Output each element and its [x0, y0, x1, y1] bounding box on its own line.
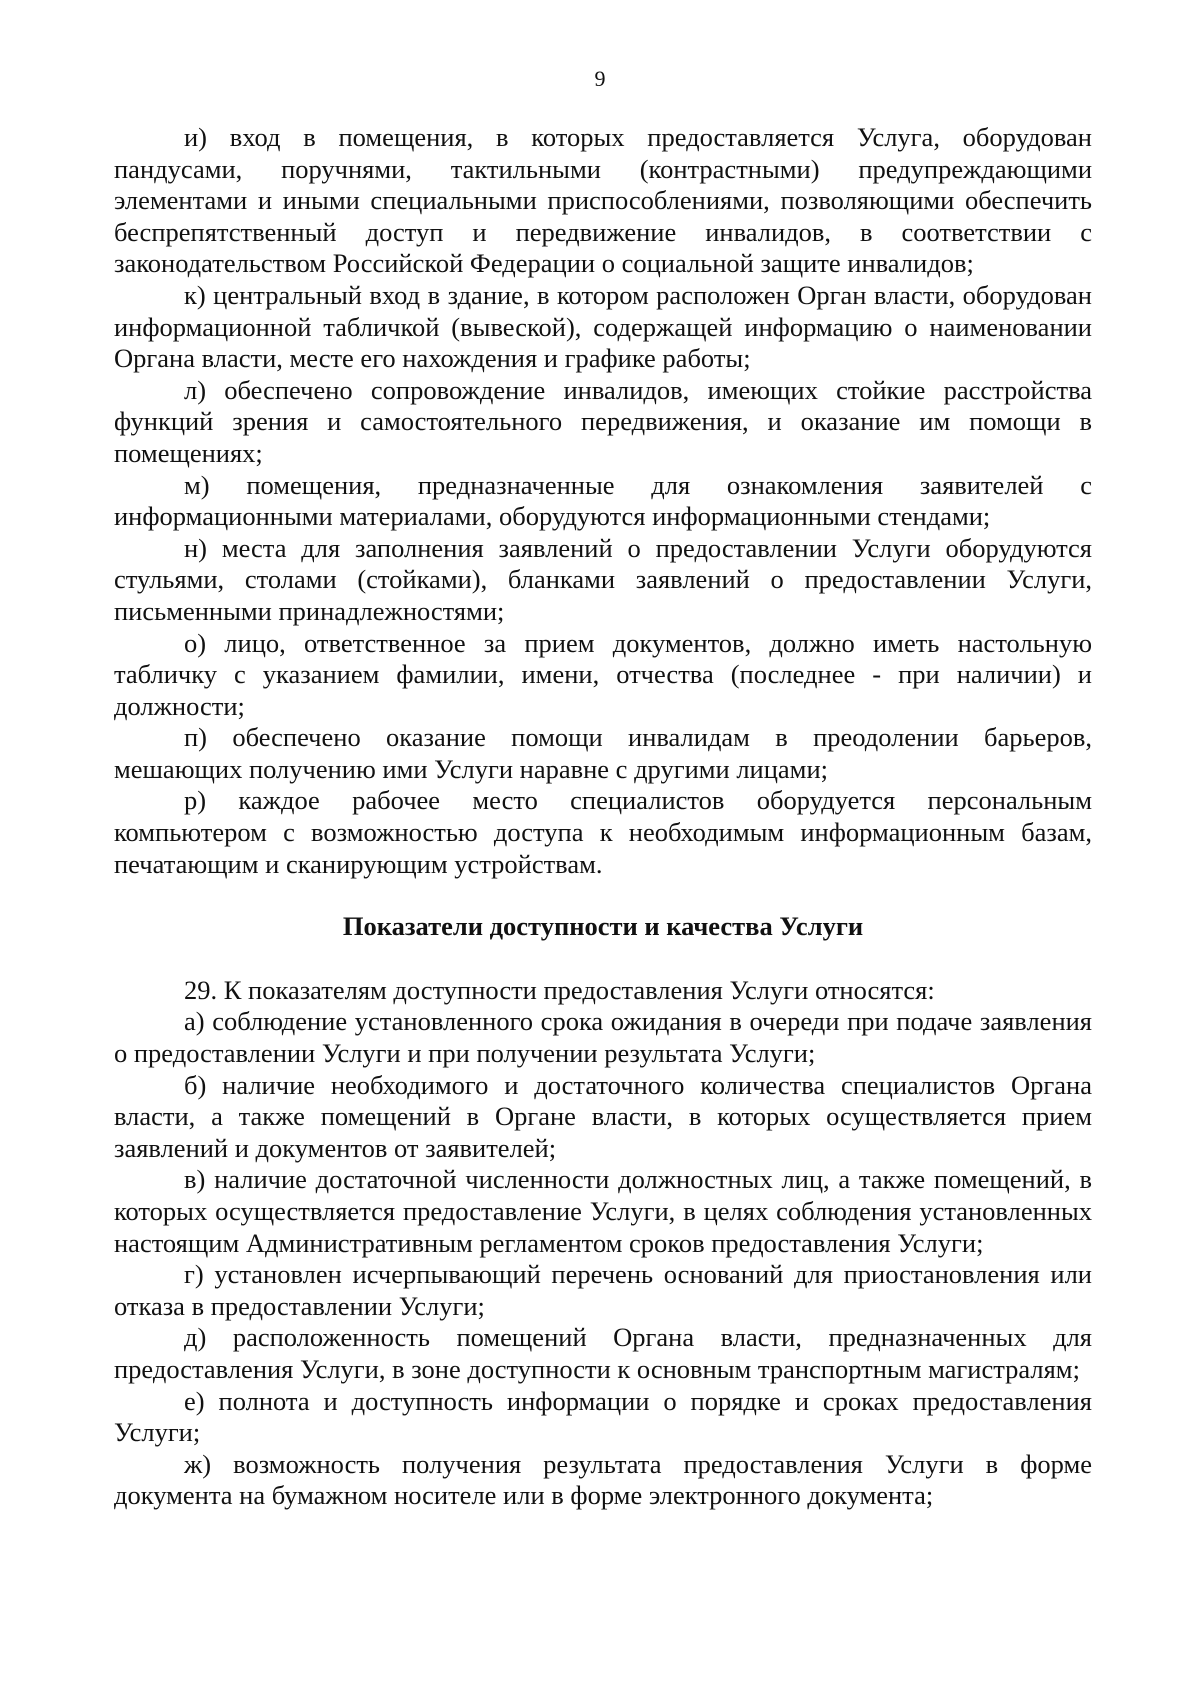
paragraph-m: м) помещения, предназначенные для ознакомления заявителей с информационными материалами, оборудуются информационными стендами; — [114, 469, 1092, 532]
section-heading: Показатели доступности и качества Услуги — [342, 911, 864, 942]
paragraph-o: о) лицо, ответственное за прием документов, должно иметь настольную табличку с указанием фамилии, имени, отчества (последнее - при наличии) и должности; — [114, 627, 1092, 721]
paragraph-l: л) обеспечено сопровождение инвалидов, имеющих стойкие расстройства функций зрения и самостоятельного передвижения, и оказание им помощи в помещениях; — [114, 374, 1092, 468]
paragraph-d: д) расположенность помещений Органа власти, предназначенных для предоставления Услуги, в зоне доступности к основным транспортным магистралям; — [114, 1322, 1092, 1384]
document-body — [114, 122, 1092, 1512]
paragraph-zh: ж) возможность получения результата предоставления Услуги в форме документа на бумажном носителе или в форме электронного документа; — [114, 1448, 1092, 1511]
paragraph-p: п) обеспечено оказание помощи инвалидам в преодолении барьеров, мешающих получению ими Услуги наравне с другими лицами; — [114, 722, 1092, 784]
paragraph-k: к) центральный вход в здание, в котором расположен Орган власти, оборудован информационной табличкой (вывеской), содержащей информацию о наименовании Органа власти, месте его нахождения и графике работы; — [114, 279, 1092, 374]
paragraph-n: н) места для заполнения заявлений о предоставлении Услуги оборудуются стульями, столами (стойками), бланками заявлений о предоставлении Услуги, письменными принадлежностями; — [114, 532, 1092, 626]
page-number: 9 — [594, 66, 606, 91]
paragraph-g: г) установлен исчерпывающий перечень оснований для приостановления или отказа в предоставлении Услуги; — [114, 1259, 1092, 1321]
paragraph-29: 29. К показателям доступности предоставления Услуги относятся: — [184, 974, 935, 1005]
paragraph-b: б) наличие необходимого и достаточного количества специалистов Органа власти, а также помещений в Органе власти, в которых осуществляется прием заявлений и документов от заявителей; — [114, 1069, 1092, 1163]
paragraph-r: р) каждое рабочее место специалистов оборудуется персональным компьютером с возможностью доступа к необходимым информационным базам, печатающим и сканирующим устройствам. — [114, 785, 1092, 879]
paragraph-a: а) соблюдение установленного срока ожидания в очереди при подаче заявления о предоставлении Услуги и при получении результата Услуги; — [114, 1006, 1092, 1069]
paragraph-e: е) полнота и доступность информации о порядке и сроках предоставления Услуги; — [114, 1385, 1092, 1448]
paragraph-i: и) вход в помещения, в которых предоставляется Услуга, оборудован пандусами, поручнями, тактильными (контрастными) предупреждающими элементами и иными специальными приспособлениями, позволяющими обеспечить беспрепятственный доступ и передвижение инвалидов, в соответствии с законодательством Российской Федерации о социальной защите инвалидов; — [114, 122, 1092, 279]
paragraph-v: в) наличие достаточной численности должностных лиц, а также помещений, в которых осуществляется предоставление Услуги, в целях соблюдения установленных настоящим Административным регламентом сроков предоставления Услуги; — [114, 1164, 1092, 1258]
